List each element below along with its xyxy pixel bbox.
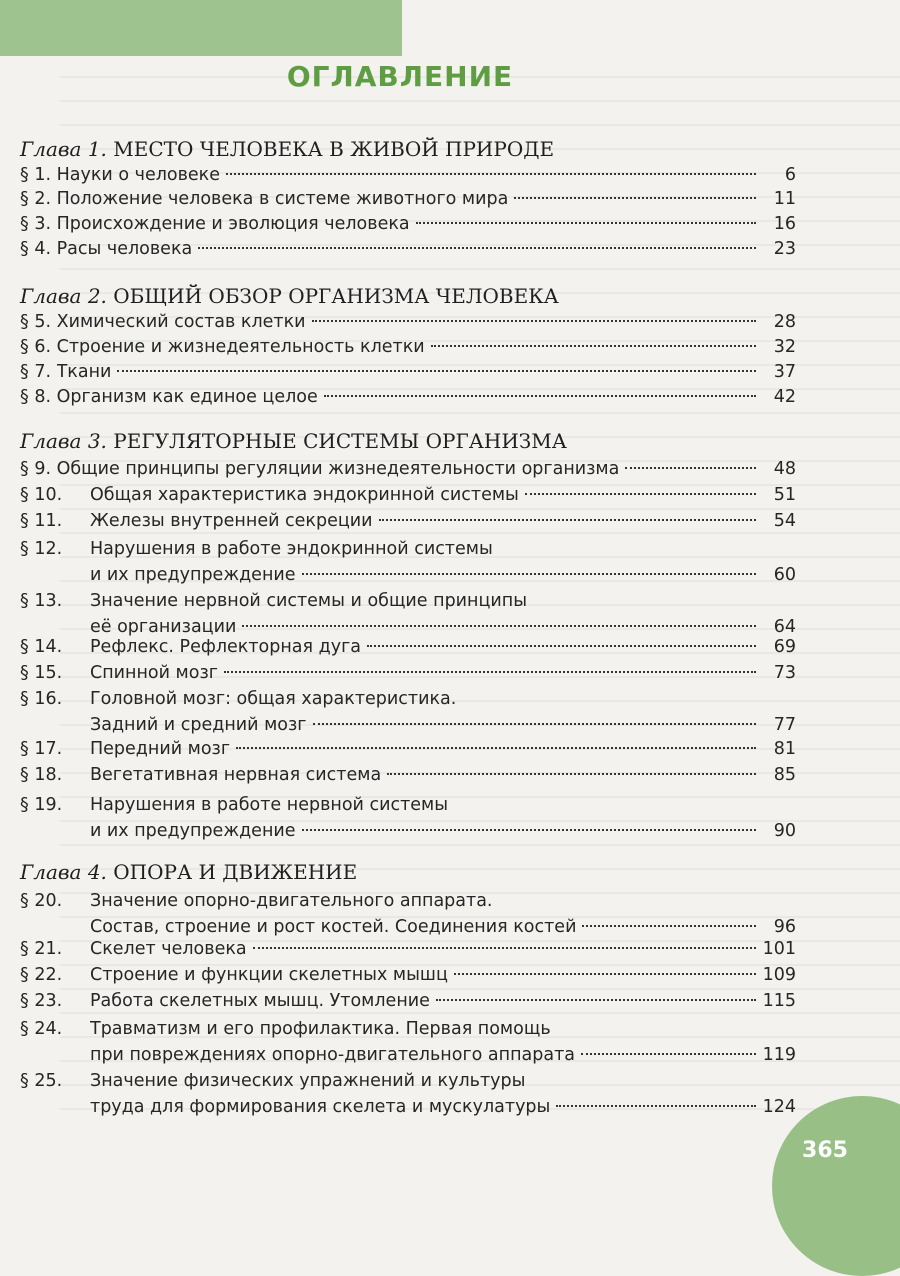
section-number: § 23. <box>20 991 63 1011</box>
entry-page: 32 <box>773 337 796 357</box>
toc-entry[interactable] <box>20 359 796 385</box>
chapter-title: РЕГУЛЯТОРНЫЕ СИСТЕМЫ ОРГАНИЗМА <box>113 429 567 453</box>
entry-title-cont: при повреждениях опорно-двигательного аппарата <box>90 1045 576 1065</box>
dot-leader <box>226 173 756 175</box>
toc-entry[interactable] <box>20 792 796 844</box>
dot-leader <box>236 747 756 749</box>
entry-page: 119 <box>762 1045 796 1065</box>
toc-entry[interactable] <box>20 988 796 1014</box>
section-number: § 9. <box>20 459 52 479</box>
toc-entry[interactable] <box>20 1068 796 1120</box>
dot-leader <box>436 999 756 1001</box>
entry-title: Расы человека <box>56 239 193 259</box>
entry-title: Значение физических упражнений и культуры <box>90 1071 526 1091</box>
dot-leader <box>313 723 757 725</box>
section-number: § 3. <box>20 214 52 234</box>
entry-title: Вегетативная нервная система <box>90 765 382 785</box>
section-number: § 16. <box>20 689 63 709</box>
entry-title: Организм как единое целое <box>56 387 318 407</box>
entry-title-cont: и их предупреждение <box>90 565 296 585</box>
toc-entry[interactable] <box>20 588 796 640</box>
section-number: § 19. <box>20 795 63 815</box>
section-number: § 18. <box>20 765 63 785</box>
chapter-title: ОПОРА И ДВИЖЕНИЕ <box>113 860 358 884</box>
dot-leader <box>625 467 756 469</box>
chapter-heading <box>20 284 559 308</box>
entry-title: Нарушения в работе нервной системы <box>90 795 449 815</box>
toc-entry[interactable] <box>20 536 796 588</box>
entry-page: 60 <box>773 565 796 585</box>
section-number: § 2. <box>20 189 52 209</box>
entry-page: 48 <box>773 459 796 479</box>
toc-entry[interactable] <box>20 186 796 212</box>
entry-title: Строение и функции скелетных мышц <box>90 965 448 985</box>
section-number: § 8. <box>20 387 52 407</box>
chapter-label: Глава 4. <box>20 860 107 884</box>
entry-page: 6 <box>784 165 796 185</box>
dot-leader <box>416 222 756 224</box>
entry-title: Работа скелетных мышц. Утомление <box>90 991 430 1011</box>
toc-entry[interactable] <box>20 508 796 534</box>
chapter-heading <box>20 860 357 884</box>
entry-page: 54 <box>773 511 796 531</box>
toc-entry[interactable] <box>20 634 796 660</box>
dot-leader <box>556 1105 756 1107</box>
chapter-label: Глава 2. <box>20 284 107 308</box>
entry-page: 42 <box>773 387 796 407</box>
entry-page: 90 <box>773 821 796 841</box>
toc-entry[interactable] <box>20 762 796 788</box>
dot-leader <box>582 925 756 927</box>
chapter-title: МЕСТО ЧЕЛОВЕКА В ЖИВОЙ ПРИРОДЕ <box>113 137 555 161</box>
entry-page: 101 <box>762 939 796 959</box>
header-color-tab <box>0 0 402 56</box>
dot-leader <box>514 197 756 199</box>
toc-entry[interactable] <box>20 334 796 360</box>
entry-title: Рефлекс. Рефлекторная дуга <box>90 637 361 657</box>
entry-title-cont: и их предупреждение <box>90 821 296 841</box>
entry-page: 124 <box>762 1097 796 1117</box>
dot-leader <box>367 645 756 647</box>
entry-page: 11 <box>773 189 796 209</box>
dot-leader <box>302 573 756 575</box>
entry-title: Головной мозг: общая характеристика. <box>90 689 457 709</box>
section-number: § 4. <box>20 239 52 259</box>
chapter-heading <box>20 137 554 161</box>
page-title: ОГЛАВЛЕНИЕ <box>286 60 514 93</box>
entry-title: Травматизм и его профилактика. Первая помощь <box>90 1019 551 1039</box>
section-number: § 20. <box>20 891 63 911</box>
entry-page: 51 <box>773 485 796 505</box>
page-number: 365 <box>802 1138 848 1163</box>
section-number: § 1. <box>20 165 52 185</box>
toc-entry[interactable] <box>20 962 796 988</box>
entry-title-cont: Состав, строение и рост костей. Соединения костей <box>90 917 577 937</box>
toc-entry[interactable] <box>20 162 796 188</box>
section-number: § 25. <box>20 1071 63 1091</box>
entry-title: Строение и жизнедеятельность клетки <box>56 337 425 357</box>
chapter-label: Глава 3. <box>20 429 107 453</box>
toc-entry[interactable] <box>20 936 796 962</box>
dot-leader <box>525 493 756 495</box>
dot-leader <box>379 519 756 521</box>
entry-title: Нарушения в работе эндокринной системы <box>90 539 493 559</box>
section-number: § 21. <box>20 939 63 959</box>
section-number: § 10. <box>20 485 63 505</box>
toc-entry[interactable] <box>20 384 796 410</box>
dot-leader <box>242 625 756 627</box>
entry-page: 77 <box>773 715 796 735</box>
entry-title: Значение опорно-двигательного аппарата. <box>90 891 493 911</box>
entry-page: 64 <box>773 617 796 637</box>
entry-page: 81 <box>773 739 796 759</box>
entry-page: 73 <box>773 663 796 683</box>
chapter-heading <box>20 429 567 453</box>
section-number: § 14. <box>20 637 63 657</box>
toc-entry[interactable] <box>20 236 796 262</box>
entry-title: Спинной мозг <box>90 663 218 683</box>
entry-page: 85 <box>773 765 796 785</box>
entry-title: Происхождение и эволюция человека <box>56 214 410 234</box>
entry-page: 23 <box>773 239 796 259</box>
toc-entry[interactable] <box>20 456 796 482</box>
entry-title: Ткани <box>56 362 112 382</box>
dot-leader <box>302 829 756 831</box>
dot-leader <box>324 395 756 397</box>
entry-page: 115 <box>762 991 796 1011</box>
entry-title: Науки о человеке <box>56 165 221 185</box>
toc-entry[interactable] <box>20 482 796 508</box>
dot-leader <box>454 973 756 975</box>
entry-title: Скелет человека <box>90 939 247 959</box>
chapter-title: ОБЩИЙ ОБЗОР ОРГАНИЗМА ЧЕЛОВЕКА <box>113 284 559 308</box>
dot-leader <box>581 1053 756 1055</box>
entry-page: 37 <box>773 362 796 382</box>
toc-entry[interactable] <box>20 309 796 335</box>
toc-entry[interactable] <box>20 736 796 762</box>
toc-entry[interactable] <box>20 888 796 940</box>
section-number: § 17. <box>20 739 63 759</box>
page-number-badge <box>772 1096 900 1276</box>
section-number: § 5. <box>20 312 52 332</box>
section-number: § 13. <box>20 591 63 611</box>
entry-page: 69 <box>773 637 796 657</box>
chapter-label: Глава 1. <box>20 137 107 161</box>
section-number: § 7. <box>20 362 52 382</box>
entry-title-cont: Задний и средний мозг <box>90 715 307 735</box>
entry-title: Положение человека в системе животного мира <box>56 189 509 209</box>
dot-leader <box>312 320 756 322</box>
entry-title: Общие принципы регуляции жизнедеятельности организма <box>56 459 620 479</box>
dot-leader <box>117 370 756 372</box>
section-number: § 12. <box>20 539 63 559</box>
toc-entry[interactable] <box>20 211 796 237</box>
section-number: § 15. <box>20 663 63 683</box>
entry-title: Химический состав клетки <box>56 312 306 332</box>
entry-title-cont: труда для формирования скелета и мускулатуры <box>90 1097 551 1117</box>
toc-entry[interactable] <box>20 660 796 686</box>
dot-leader <box>387 773 756 775</box>
entry-page: 16 <box>773 214 796 234</box>
dot-leader <box>224 671 756 673</box>
entry-title: Общая характеристика эндокринной системы <box>90 485 519 505</box>
entry-page: 109 <box>762 965 796 985</box>
section-number: § 24. <box>20 1019 63 1039</box>
entry-title: Железы внутренней секреции <box>90 511 373 531</box>
toc-entry[interactable] <box>20 686 796 738</box>
toc-entry[interactable] <box>20 1016 796 1068</box>
section-number: § 6. <box>20 337 52 357</box>
entry-page: 96 <box>773 917 796 937</box>
section-number: § 22. <box>20 965 63 985</box>
entry-title: Передний мозг <box>90 739 231 759</box>
entry-page: 28 <box>773 312 796 332</box>
entry-title-cont: её организации <box>90 617 237 637</box>
entry-title: Значение нервной системы и общие принципы <box>90 591 528 611</box>
dot-leader <box>198 247 756 249</box>
dot-leader <box>431 345 756 347</box>
dot-leader <box>253 947 756 949</box>
section-number: § 11. <box>20 511 63 531</box>
